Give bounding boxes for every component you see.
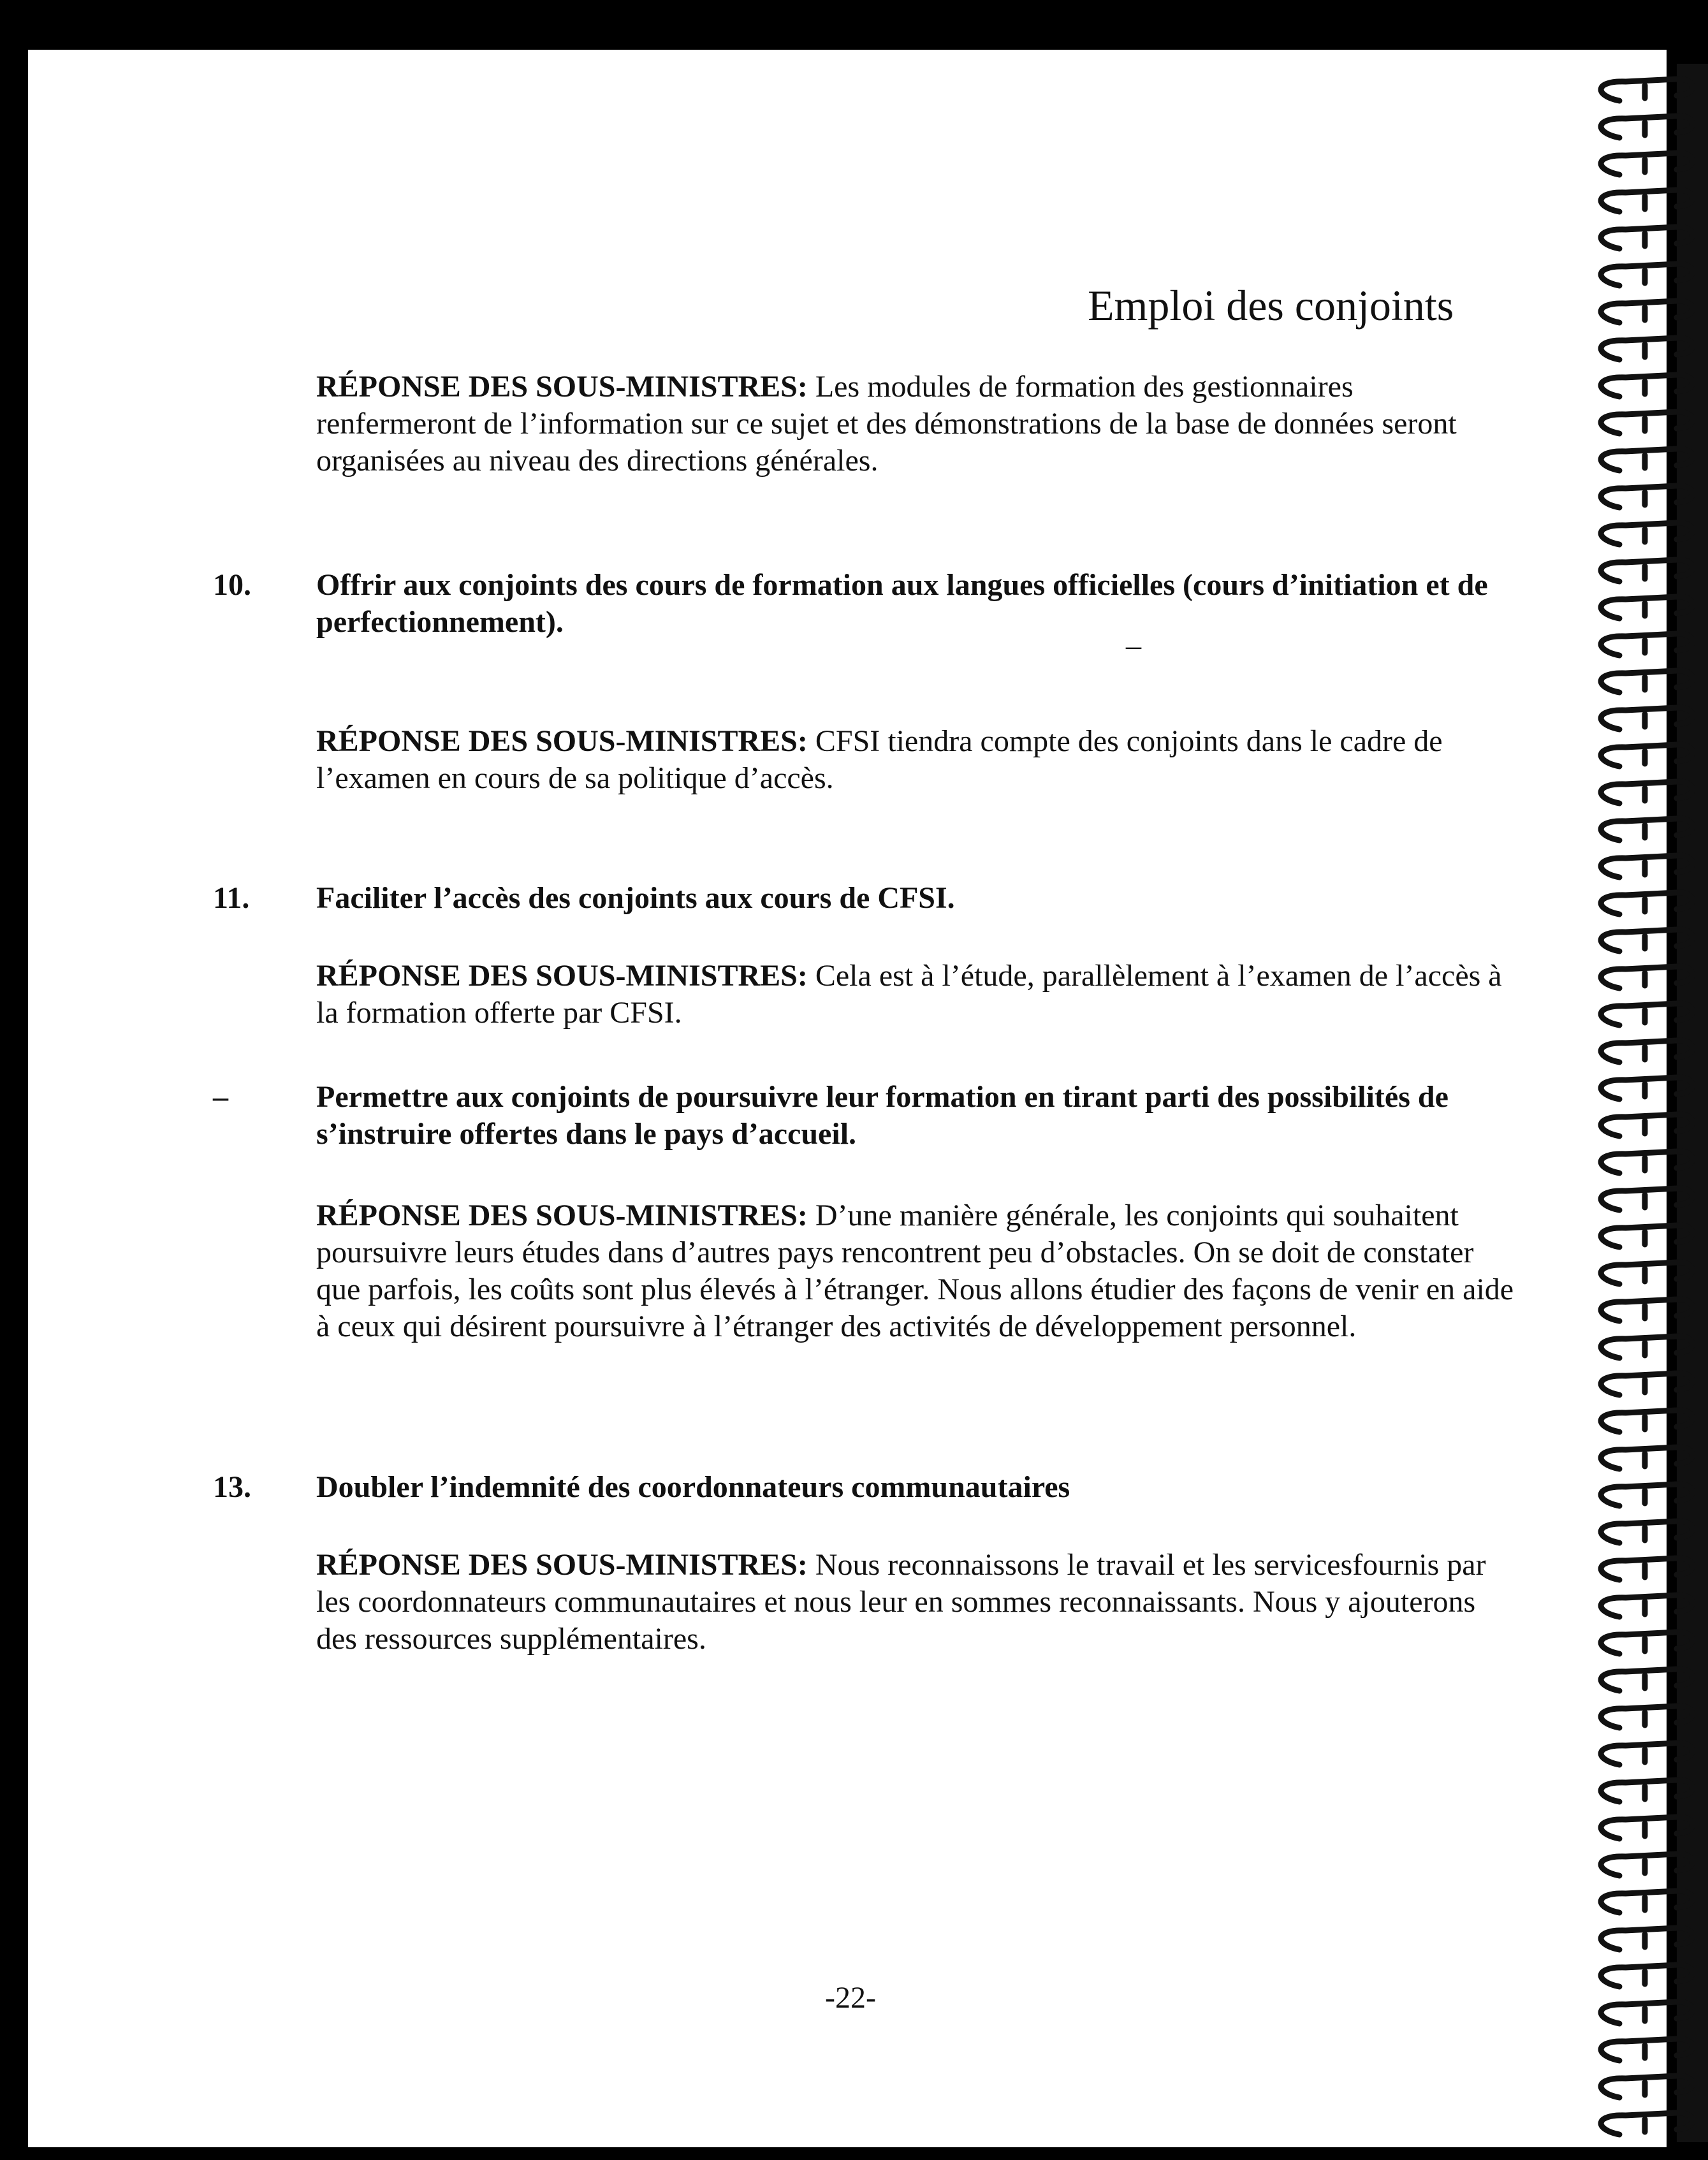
response-label: RÉPONSE DES SOUS-MINISTRES: <box>316 724 808 758</box>
item-number: 11. <box>213 881 250 915</box>
spiral-binding <box>1581 64 1708 2142</box>
response-text: Les modules de formation des gestionnaires renfermeront de l’information sur ce sujet et des démonstrations de la base de données seront organisées au niveau des directions générales. <box>316 370 1457 478</box>
response-paragraph <box>316 369 1515 479</box>
page-number: -22- <box>825 1981 876 2015</box>
response-paragraph <box>316 958 1515 1032</box>
response-label: RÉPONSE DES SOUS-MINISTRES: <box>316 1548 808 1582</box>
stray-mark: _ <box>1126 618 1141 652</box>
response-paragraph <box>316 1547 1515 1658</box>
document-page <box>28 50 1667 2147</box>
recommendation-item: Permettre aux conjoints de poursuivre leur formation en tirant parti des possibilités de s’instruire offertes dans le pays d’accueil. <box>316 1080 1449 1151</box>
item-number: 10. <box>213 568 251 602</box>
response-label: RÉPONSE DES SOUS-MINISTRES: <box>316 370 808 404</box>
scan-bottom-edge <box>0 2147 1708 2160</box>
response-paragraph <box>316 1197 1515 1345</box>
response-paragraph <box>316 723 1515 797</box>
recommendation-item: Doubler l’indemnité des coordonnateurs communautaires <box>316 1470 1070 1504</box>
response-label: RÉPONSE DES SOUS-MINISTRES: <box>316 1199 808 1232</box>
item-number: 13. <box>213 1470 251 1504</box>
response-text: Nous reconnaissons le travail et les servicesfournis par les coordonnateurs communautaires et nous leur en sommes reconnaissants. Nous y ajouterons des ressources supplémentaires. <box>316 1548 1486 1656</box>
item-bullet: – <box>213 1080 228 1114</box>
response-text: CFSI tiendra compte des conjoints dans le cadre de l’examen en cours de sa politique d’accès. <box>316 724 1443 795</box>
response-text: Cela est à l’étude, parallèlement à l’examen de l’accès à la formation offerte par CFSI. <box>316 959 1502 1030</box>
section-title: Emploi des conjoints <box>1088 281 1454 330</box>
recommendation-item: Faciliter l’accès des conjoints aux cours de CFSI. <box>316 881 955 915</box>
response-label: RÉPONSE DES SOUS-MINISTRES: <box>316 959 808 993</box>
recommendation-item: Offrir aux conjoints des cours de formation aux langues officielles (cours d’initiation et de perfectionnement). <box>316 568 1488 639</box>
response-text: D’une manière générale, les conjoints qui souhaitent poursuivre leurs études dans d’autres pays rencontrent peu d’obstacles. On se doit de constater que parfois, les coûts sont plus élevés à l’étranger. Nous allons étudier des façons de venir en aide à ceux qui désirent poursuivre à l’étranger des activités de développement personnel. <box>316 1199 1514 1343</box>
